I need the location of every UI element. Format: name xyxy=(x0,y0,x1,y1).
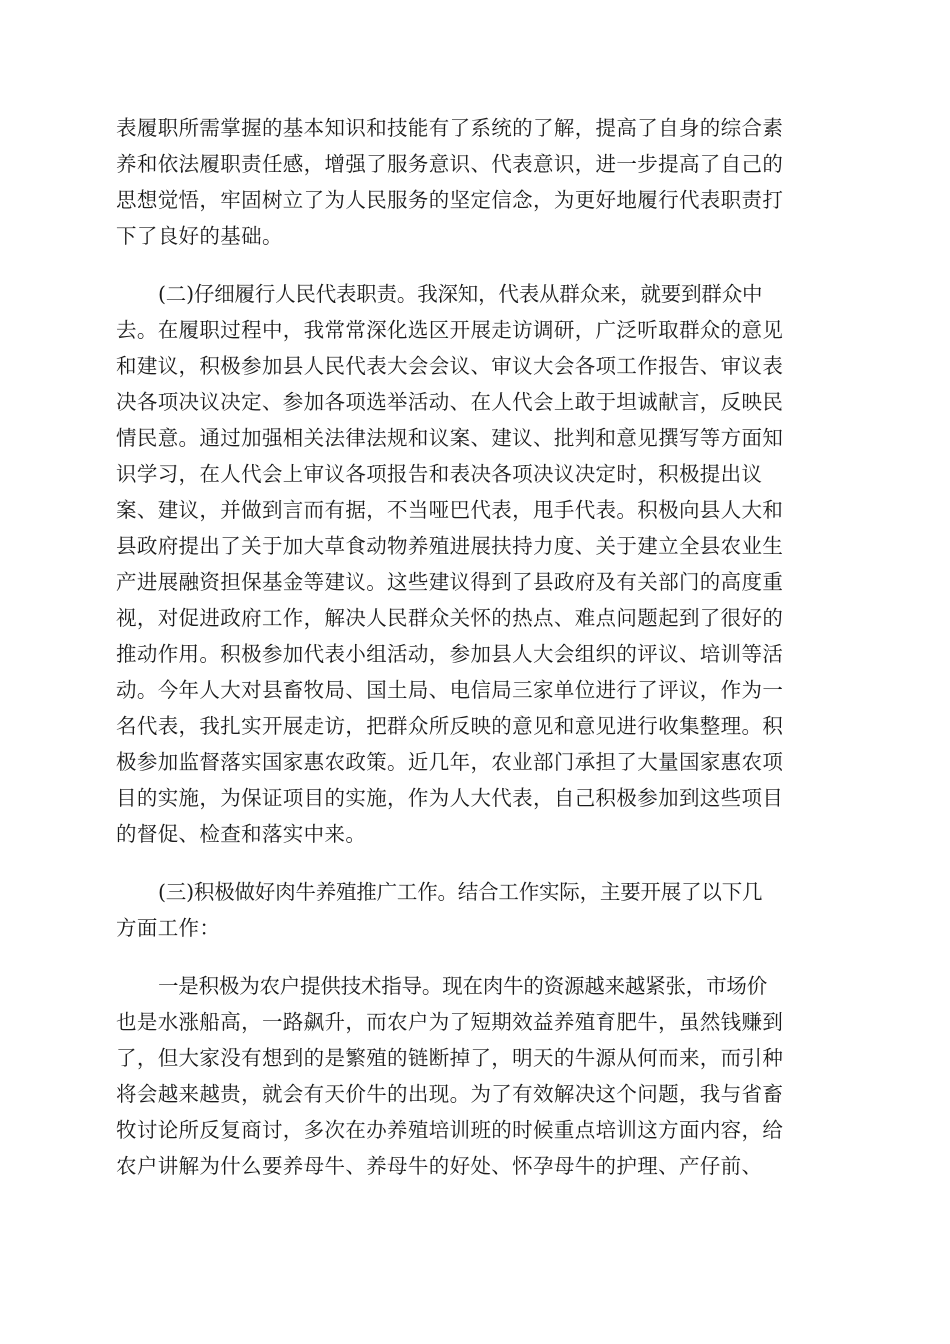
text-line: 案、建议，并做到言而有据，不当哑巴代表，甩手代表。积极向县人大和 xyxy=(116,498,784,522)
text-line: 牧讨论所反复商讨，多次在办养殖培训班的时候重点培训这方面内容，给 xyxy=(116,1118,784,1142)
text-line: 推动作用。积极参加代表小组活动，参加县人大会组织的评议、培训等活 xyxy=(116,642,784,666)
text-line: 县政府提出了关于加大草食动物养殖进展扶持力度、关于建立全县农业生 xyxy=(116,534,784,558)
text-line: 视，对促进政府工作，解决人民群众关怀的热点、难点问题起到了很好的 xyxy=(116,606,784,630)
text-line: (三)积极做好肉牛养殖推广工作。结合工作实际，主要开展了以下几 xyxy=(158,880,763,904)
text-line: 去。在履职过程中，我常常深化选区开展走访调研，广泛听取群众的意见 xyxy=(116,318,784,342)
text-line: 的督促、检查和落实中来。 xyxy=(116,822,367,846)
text-line: 养和依法履职责任感，增强了服务意识、代表意识，进一步提高了自己的 xyxy=(116,152,784,176)
text-line: 决各项决议决定、参加各项选举活动、在人代会上敢于坦诚献言，反映民 xyxy=(116,390,784,414)
text-line: 和建议，积极参加县人民代表大会会议、审议大会各项工作报告、审议表 xyxy=(116,354,784,378)
text-line: 也是水涨船高，一路飙升，而农户为了短期效益养殖育肥牛，虽然钱赚到 xyxy=(116,1010,784,1034)
text-line: 方面工作： xyxy=(116,916,221,940)
text-line: 表履职所需掌握的基本知识和技能有了系统的了解，提高了自身的综合素 xyxy=(116,116,784,140)
paragraph-section-three xyxy=(116,874,836,946)
text-line: 目的实施，为保证项目的实施，作为人大代表，自己积极参加到这些项目 xyxy=(116,786,784,810)
text-line: 识学习，在人代会上审议各项报告和表决各项决议决定时，积极提出议 xyxy=(116,462,763,486)
paragraph-continuation xyxy=(116,110,836,254)
document-page xyxy=(116,110,836,1206)
text-line: 动。今年人大对县畜牧局、国土局、电信局三家单位进行了评议，作为一 xyxy=(116,678,784,702)
text-line: 名代表，我扎实开展走访，把群众所反映的意见和意见进行收集整理。积 xyxy=(116,714,784,738)
text-line: 农户讲解为什么要养母牛、养母牛的好处、怀孕母牛的护理、产仔前、 xyxy=(116,1154,763,1178)
text-line: 情民意。通过加强相关法律法规和议案、建议、批判和意见撰写等方面知 xyxy=(116,426,784,450)
text-line: 极参加监督落实国家惠农政策。近几年，农业部门承担了大量国家惠农项 xyxy=(116,750,784,774)
text-line: 下了良好的基础。 xyxy=(116,224,283,248)
text-line: 产进展融资担保基金等建议。这些建议得到了县政府及有关部门的高度重 xyxy=(116,570,784,594)
text-line: 一是积极为农户提供技术指导。现在肉牛的资源越来越紧张，市场价 xyxy=(158,974,767,998)
text-line: 将会越来越贵，就会有天价牛的出现。为了有效解决这个问题，我与省畜 xyxy=(116,1082,784,1106)
text-line: (二)仔细履行人民代表职责。我深知，代表从群众来，就要到群众中 xyxy=(158,282,763,306)
paragraph-section-two xyxy=(116,276,836,852)
paragraph-item-one xyxy=(116,968,836,1184)
text-line: 思想觉悟，牢固树立了为人民服务的坚定信念，为更好地履行代表职责打 xyxy=(116,188,784,212)
text-line: 了，但大家没有想到的是繁殖的链断掉了，明天的牛源从何而来，而引种 xyxy=(116,1046,784,1070)
